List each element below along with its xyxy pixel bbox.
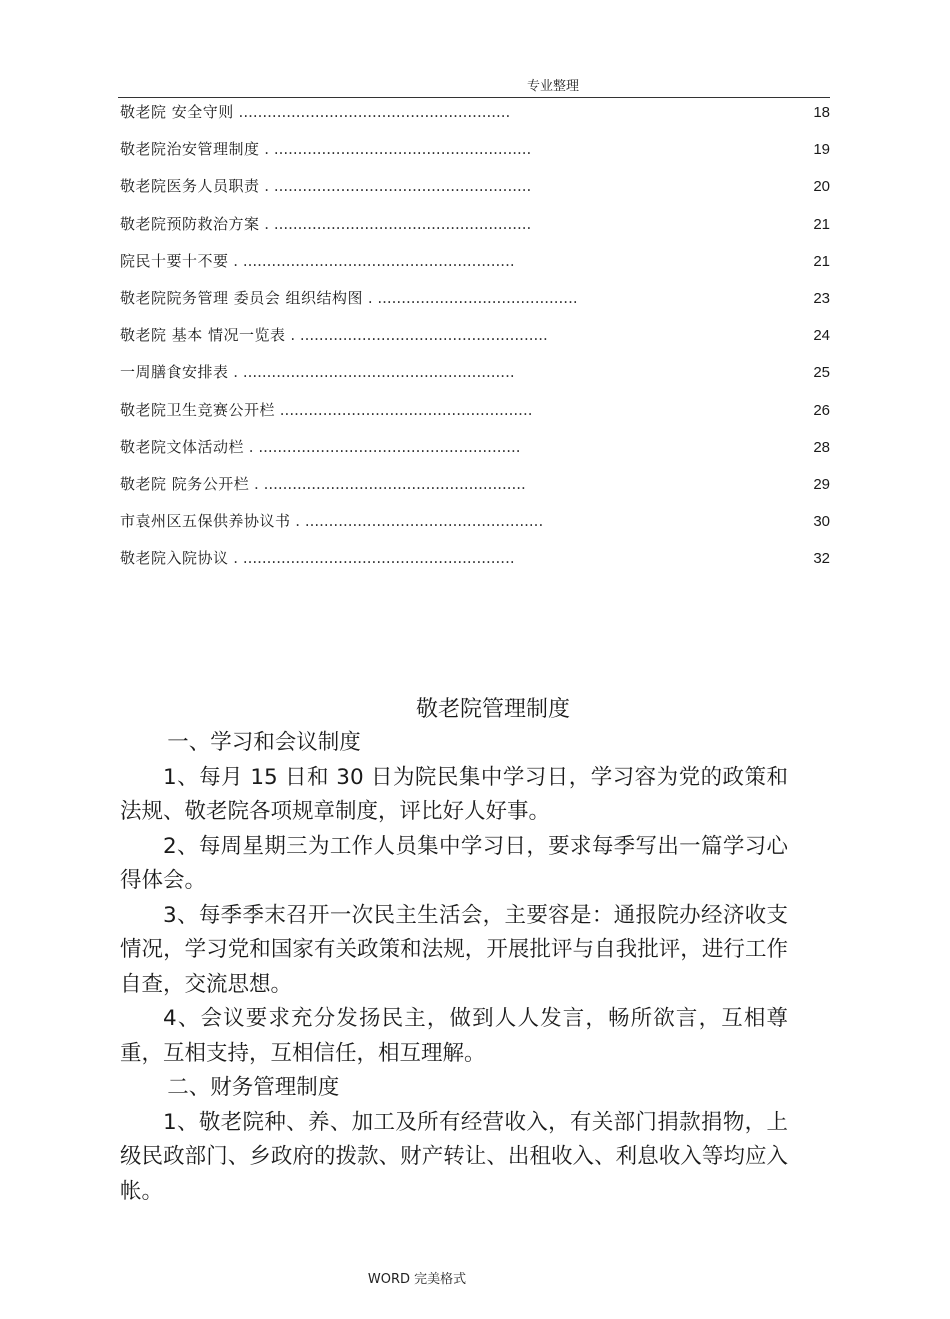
table-of-contents xyxy=(120,100,830,583)
toc-entry-title: 敬老院 基本 情况一览表 xyxy=(120,326,286,345)
toc-entry[interactable] xyxy=(120,100,830,137)
page-header: 专业整理 xyxy=(526,79,579,94)
toc-entry[interactable] xyxy=(120,360,830,397)
toc-entry[interactable] xyxy=(120,435,830,472)
toc-leader-dots: . ....................................................... xyxy=(249,474,526,493)
paragraph: 1、每月 15 日和 30 日为院民集中学习日，学习容为党的政策和法规、敬老院各项规章制度，评比好人好事。 xyxy=(120,764,788,824)
toc-page-number: 26 xyxy=(813,401,830,419)
toc-entry-title: 一周膳食安排表 xyxy=(120,363,229,382)
toc-entry[interactable] xyxy=(120,509,830,546)
paragraph: 1、敬老院种、养、加工及所有经营收入，有关部门捐款捐物，上级民政部门、乡政府的拨款、财产转让、出租收入、利息收入等均应入帐。 xyxy=(120,1109,788,1204)
toc-leader-dots: . .................................................. xyxy=(290,512,544,531)
toc-leader-dots: . .......................................... xyxy=(363,288,578,307)
document-body xyxy=(120,726,788,1209)
toc-entry[interactable] xyxy=(120,174,830,211)
page-footer: WORD 完美格式 xyxy=(367,1272,467,1287)
paragraph: 4、会议要求充分发扬民主，做到人人发言，畅所欲言，互相尊重，互相支持，互相信任，相互理解。 xyxy=(120,1006,788,1066)
toc-page-number: 23 xyxy=(813,289,830,307)
toc-entry-title: 敬老院治安管理制度 xyxy=(120,140,260,159)
toc-entry[interactable] xyxy=(120,546,830,583)
toc-page-number: 32 xyxy=(813,550,830,568)
toc-leader-dots: ..................................................... xyxy=(275,400,533,419)
toc-leader-dots: . ....................................................... xyxy=(244,437,521,456)
toc-leader-dots: . ...................................................... xyxy=(259,140,532,159)
toc-page-number: 24 xyxy=(813,327,830,345)
toc-entry-title: 院民十要十不要 xyxy=(120,251,229,270)
toc-entry-title: 敬老院院务管理 委员会 组织结构图 xyxy=(120,288,364,307)
toc-leader-dots: . ......................................................... xyxy=(228,549,515,568)
toc-leader-dots: . ......................................................... xyxy=(228,251,515,270)
toc-page-number: 20 xyxy=(813,178,830,196)
toc-page-number: 25 xyxy=(813,364,830,382)
toc-page-number: 30 xyxy=(813,513,830,531)
toc-entry-title: 敬老院文体活动栏 xyxy=(120,437,245,456)
toc-entry-title: 敬老院 安全守则 xyxy=(120,103,234,121)
toc-entry[interactable] xyxy=(120,286,830,323)
paragraph: 3、每季季末召开一次民主生活会，主要容是：通报院办经济收支情况，学习党和国家有关政策和法规，开展批评与自我批评，进行工作自查，交流思想。 xyxy=(120,902,788,997)
toc-entry-title: 敬老院卫生竞赛公开栏 xyxy=(120,400,276,419)
toc-leader-dots: . ...................................................... xyxy=(259,177,532,196)
toc-entry[interactable] xyxy=(120,249,830,286)
toc-page-number: 29 xyxy=(813,475,830,493)
toc-page-number: 21 xyxy=(813,252,830,270)
toc-leader-dots: ......................................................... xyxy=(233,103,511,121)
toc-entry-title: 敬老院预防救治方案 xyxy=(120,214,260,233)
section-heading: 一、学习和会议制度 xyxy=(167,730,361,755)
toc-entry-title: 敬老院 院务公开栏 xyxy=(120,474,250,493)
section-heading: 二、财务管理制度 xyxy=(167,1075,340,1100)
toc-leader-dots: . .................................................... xyxy=(285,326,548,345)
toc-leader-dots: . ......................................................... xyxy=(228,363,515,382)
toc-page-number: 21 xyxy=(813,215,830,233)
toc-entry-title: 敬老院入院协议 xyxy=(120,549,229,568)
toc-page-number: 18 xyxy=(813,104,830,121)
header-divider xyxy=(118,97,830,98)
toc-entry[interactable] xyxy=(120,137,830,174)
toc-entry[interactable] xyxy=(120,472,830,509)
toc-entry-title: 敬老院医务人员职责 xyxy=(120,177,260,196)
toc-page-number: 28 xyxy=(813,438,830,456)
toc-leader-dots: . ...................................................... xyxy=(259,214,532,233)
toc-entry[interactable] xyxy=(120,323,830,360)
toc-page-number: 19 xyxy=(813,141,830,159)
toc-entry[interactable] xyxy=(120,212,830,249)
paragraph: 2、每周星期三为工作人员集中学习日，要求每季写出一篇学习心得体会。 xyxy=(120,833,788,893)
toc-entry[interactable] xyxy=(120,398,830,435)
document-title: 敬老院管理制度 xyxy=(415,697,570,722)
toc-entry-title: 市袁州区五保供养协议书 xyxy=(120,512,291,531)
